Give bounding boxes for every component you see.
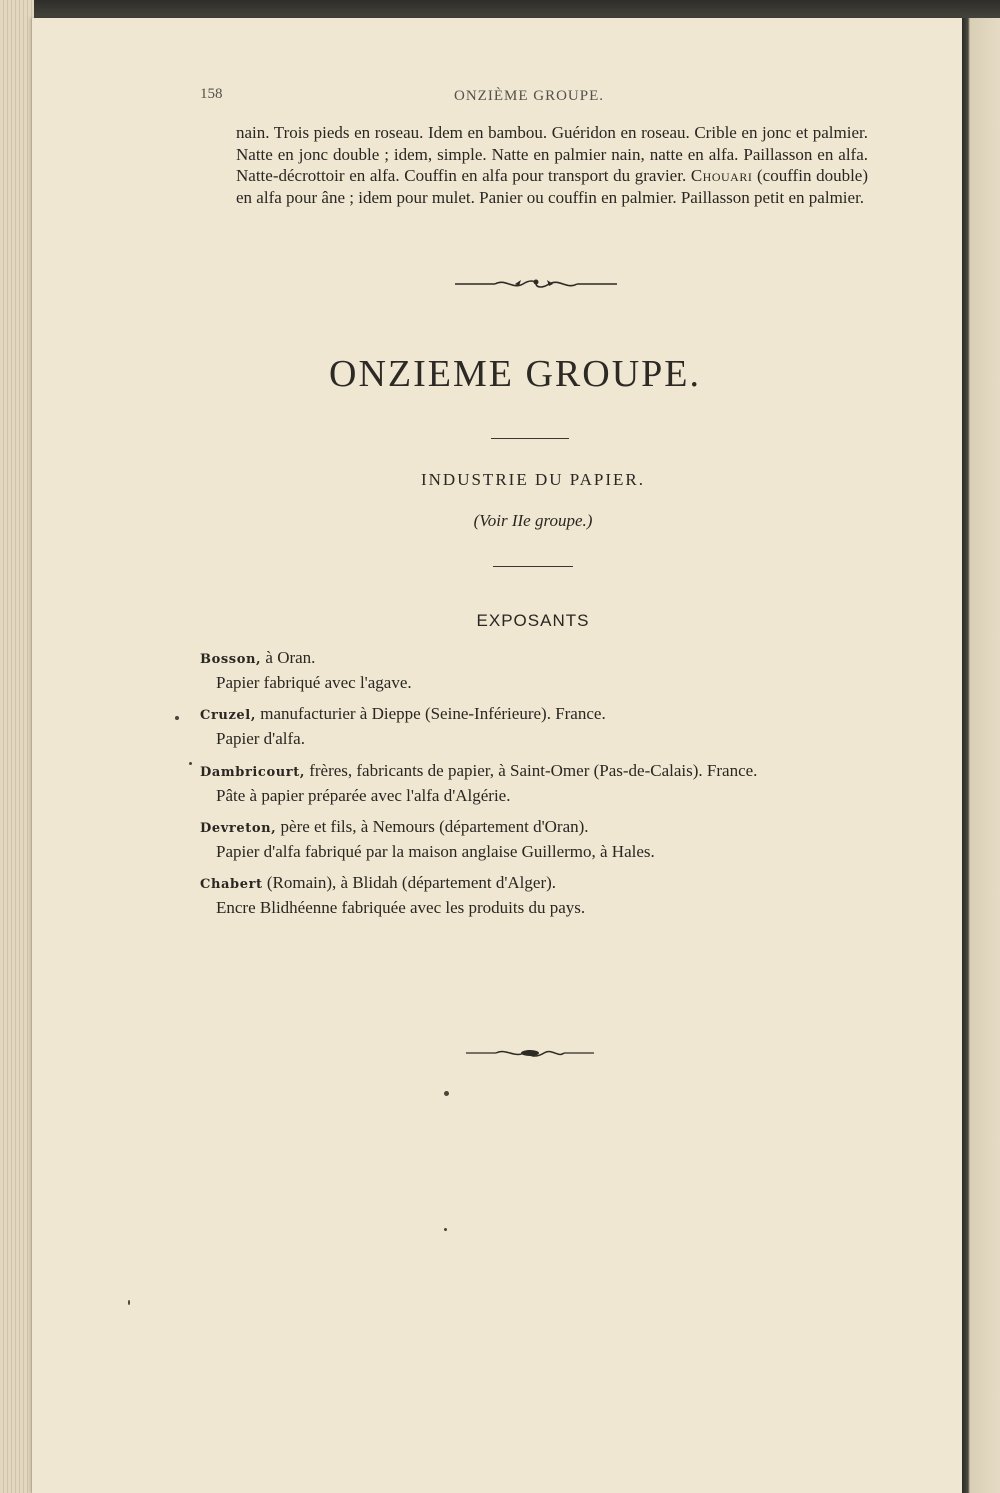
exposants-heading: EXPOSANTS — [476, 611, 590, 630]
exhibitor-details: manufacturier à Dieppe (Seine-Inférieure). France. — [255, 704, 606, 723]
exhibitor-product: Papier d'alfa. — [216, 729, 305, 748]
ink-speck — [175, 716, 179, 720]
exhibitor-name: Dambricourt, — [200, 765, 305, 780]
continuation-text-after: (couffin double) en alfa pour âne ; idem pour mulet. Panier ou couffin en palmier. Paillasson petit en palmier. — [236, 166, 869, 207]
exhibitor-details: père et fils, à Nemours (département d'Oran). — [276, 817, 589, 836]
exhibitor-product: Papier d'alfa fabriqué par la maison anglaise Guillermo, à Hales. — [216, 842, 655, 861]
running-head — [200, 86, 850, 110]
exhibitor-product: Encre Blidhéenne fabriquée avec les produits du pays. — [216, 898, 586, 917]
exhibitor-name: Devreton, — [200, 821, 277, 836]
ink-speck — [189, 762, 192, 765]
section-title: ONZIEME GROUPE. — [329, 353, 701, 395]
page-stack-edge — [0, 0, 34, 1493]
page-number: 158 — [200, 86, 223, 102]
continuation-text-before: nain. Trois pieds en roseau. Idem en bambou. Guéridon en roseau. Crible en jonc et palmier. Natte en jonc double ; idem, simple. Natte en palmier nain, natte en alfa. Paillasson en alfa. Natte-décrottoir en alfa. Couffin en alfa pour transport du gravier. — [236, 123, 868, 185]
section-subtitle: INDUSTRIE DU PAPIER. — [420, 470, 646, 489]
binding-edge — [962, 18, 1000, 1493]
ornament-divider-icon — [455, 276, 617, 292]
continuation-paragraph — [236, 122, 868, 208]
exhibitor-entry — [200, 815, 860, 863]
exhibitor-entry — [200, 702, 860, 750]
ink-speck — [444, 1091, 449, 1096]
end-ornament-icon — [466, 1046, 594, 1060]
exhibitor-details: (Romain), à Blidah (département d'Alger). — [262, 873, 557, 892]
exhibitor-details: à Oran. — [261, 648, 316, 667]
exhibitor-product: Pâte à papier préparée avec l'alfa d'Algérie. — [216, 786, 511, 805]
exhibitor-entry — [200, 646, 860, 694]
continuation-small-caps-word: Chouari — [690, 166, 753, 185]
exhibitor-name: Chabert — [200, 877, 263, 892]
exhibitor-entry — [200, 871, 860, 919]
title-rule — [491, 438, 569, 439]
exhibitor-name: Bosson, — [200, 652, 262, 667]
exhibitor-entry — [200, 759, 860, 807]
running-title: ONZIÈME GROUPE. — [454, 88, 604, 104]
exhibitor-details: frères, fabricants de papier, à Saint-Omer (Pas-de-Calais). France. — [304, 761, 758, 780]
scan-top-edge — [0, 0, 1000, 18]
ink-speck — [128, 1300, 130, 1305]
see-reference: (Voir IIe groupe.) — [473, 511, 593, 530]
page-sheet — [32, 18, 962, 1493]
exhibitor-name: Cruzel, — [200, 708, 256, 723]
subtitle-rule — [493, 566, 573, 567]
ink-speck — [444, 1228, 447, 1231]
exhibitor-product: Papier fabriqué avec l'agave. — [216, 673, 412, 692]
